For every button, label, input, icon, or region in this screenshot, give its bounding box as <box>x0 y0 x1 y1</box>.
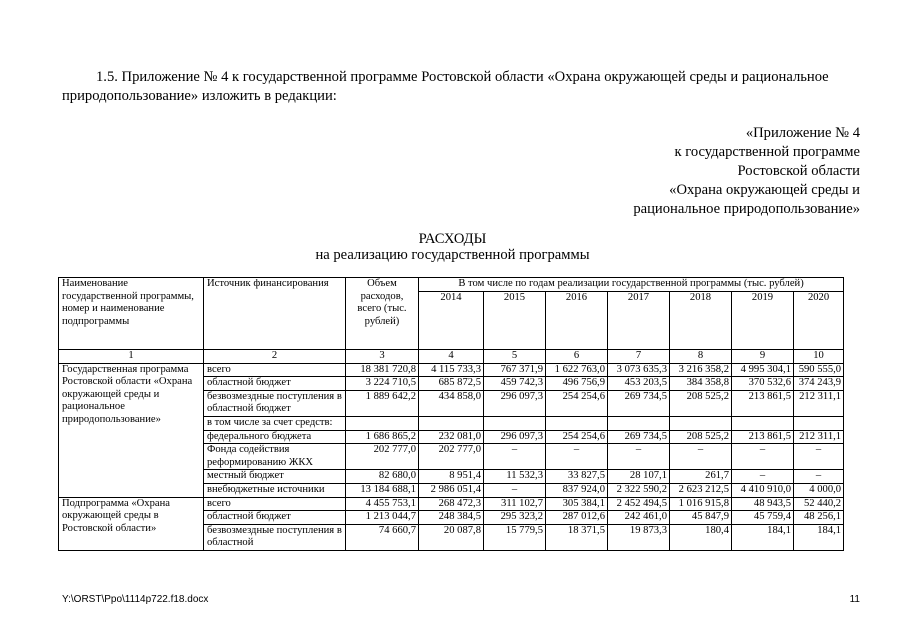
funding-source: безвозмездные поступления в областной <box>204 524 346 550</box>
appendix-line: к государственной программе <box>674 144 860 160</box>
year-value: 384 358,8 <box>670 377 732 391</box>
year-value: 45 759,4 <box>732 511 794 525</box>
header-year: 2015 <box>484 292 546 350</box>
total-value: 3 224 710,5 <box>346 377 419 391</box>
year-value: 4 000,0 <box>794 483 844 497</box>
total-value: 1 889 642,2 <box>346 390 419 416</box>
year-value: 269 734,5 <box>608 390 670 416</box>
funding-source: всего <box>204 363 346 377</box>
total-value: 1 686 865,2 <box>346 430 419 444</box>
year-value: 45 847,9 <box>670 511 732 525</box>
year-value: 269 734,5 <box>608 430 670 444</box>
funding-source: местный бюджет <box>204 470 346 484</box>
year-value: 4 995 304,1 <box>732 363 794 377</box>
col-number: 8 <box>670 350 732 364</box>
year-value: 2 452 494,5 <box>608 497 670 511</box>
year-value: – <box>546 444 608 470</box>
year-value: 208 525,2 <box>670 390 732 416</box>
year-value: 767 371,9 <box>484 363 546 377</box>
year-value: – <box>732 470 794 484</box>
year-value: 295 323,2 <box>484 511 546 525</box>
year-value: 685 872,5 <box>419 377 484 391</box>
year-value <box>732 416 794 430</box>
total-value: 74 660,7 <box>346 524 419 550</box>
year-value: 242 461,0 <box>608 511 670 525</box>
header-year: 2014 <box>419 292 484 350</box>
year-value: 254 254,6 <box>546 430 608 444</box>
year-value: 213 861,5 <box>732 430 794 444</box>
total-value: 13 184 688,1 <box>346 483 419 497</box>
year-value: 590 555,0 <box>794 363 844 377</box>
year-value: 268 472,3 <box>419 497 484 511</box>
year-value: 837 924,0 <box>546 483 608 497</box>
year-value: 180,4 <box>670 524 732 550</box>
header-year: 2018 <box>670 292 732 350</box>
table-row <box>59 363 844 377</box>
expenses-table <box>58 277 844 551</box>
year-value: 254 254,6 <box>546 390 608 416</box>
col-number: 5 <box>484 350 546 364</box>
header-year: 2017 <box>608 292 670 350</box>
table-row <box>59 497 844 511</box>
year-value: 202 777,0 <box>419 444 484 470</box>
header-source: Источник финансирования <box>204 278 346 350</box>
year-value: 496 756,9 <box>546 377 608 391</box>
year-value: 453 203,5 <box>608 377 670 391</box>
appendix-line: рациональное природопользование» <box>633 201 860 217</box>
year-value <box>670 416 732 430</box>
year-value: 296 097,3 <box>484 390 546 416</box>
year-value: 434 858,0 <box>419 390 484 416</box>
intro-text: 1.5. Приложение № 4 к государственной программе Ростовской области «Охрана окружающей среды и рациональное природопользование» изложить в редакции: <box>62 69 829 104</box>
program-name: Государственная программа Ростовской области «Охрана окружающей среды и рациональное природопользование» <box>59 363 204 497</box>
header-year: 2016 <box>546 292 608 350</box>
header-name: Наименование государственной программы, номер и наименование подпрограммы <box>59 278 204 350</box>
year-value: 3 073 635,3 <box>608 363 670 377</box>
year-value: 184,1 <box>732 524 794 550</box>
year-value: 311 102,7 <box>484 497 546 511</box>
year-value: 232 081,0 <box>419 430 484 444</box>
appendix-line: «Приложение № 4 <box>745 125 860 141</box>
year-value: 248 384,5 <box>419 511 484 525</box>
total-value: 202 777,0 <box>346 444 419 470</box>
year-value: – <box>670 444 732 470</box>
footer-file-path: Y:\ORST\Ppo\1114p722.f18.docx <box>62 594 209 605</box>
funding-source: федерального бюджета <box>204 430 346 444</box>
year-value: – <box>794 470 844 484</box>
intro-paragraph <box>62 68 862 106</box>
year-value: 33 827,5 <box>546 470 608 484</box>
appendix-line: Ростовской области <box>737 163 860 179</box>
total-value: 1 213 044,7 <box>346 511 419 525</box>
year-value: 8 951,4 <box>419 470 484 484</box>
year-value: 261,7 <box>670 470 732 484</box>
document-title: РАСХОДЫ <box>418 231 487 247</box>
year-value: 2 322 590,2 <box>608 483 670 497</box>
appendix-header <box>600 124 860 219</box>
col-number: 10 <box>794 350 844 364</box>
year-value <box>608 416 670 430</box>
year-value: 52 440,2 <box>794 497 844 511</box>
footer-page-number: 11 <box>849 594 860 605</box>
year-value: 11 532,3 <box>484 470 546 484</box>
year-value: 208 525,2 <box>670 430 732 444</box>
year-value: 28 107,1 <box>608 470 670 484</box>
year-value: 287 012,6 <box>546 511 608 525</box>
year-value: – <box>732 444 794 470</box>
year-value: 370 532,6 <box>732 377 794 391</box>
year-value: 2 623 212,5 <box>670 483 732 497</box>
total-value: 18 381 720,8 <box>346 363 419 377</box>
funding-source: Фонда содействия реформированию ЖКХ <box>204 444 346 470</box>
year-value: – <box>794 444 844 470</box>
year-value: 15 779,5 <box>484 524 546 550</box>
total-value <box>346 416 419 430</box>
total-value: 82 680,0 <box>346 470 419 484</box>
header-year: 2020 <box>794 292 844 350</box>
year-value: 459 742,3 <box>484 377 546 391</box>
year-value: 18 371,5 <box>546 524 608 550</box>
year-value: 212 311,1 <box>794 390 844 416</box>
year-value: 1 016 915,8 <box>670 497 732 511</box>
year-value: 48 256,1 <box>794 511 844 525</box>
col-number: 7 <box>608 350 670 364</box>
document-subtitle: на реализацию государственной программы <box>315 247 590 263</box>
year-value: 305 384,1 <box>546 497 608 511</box>
year-value: 3 216 358,2 <box>670 363 732 377</box>
year-value: 48 943,5 <box>732 497 794 511</box>
header-volume: Объем расходов, всего (тыс. рублей) <box>346 278 419 350</box>
year-value: 374 243,9 <box>794 377 844 391</box>
year-value: 296 097,3 <box>484 430 546 444</box>
year-value <box>794 416 844 430</box>
year-value: 4 115 733,3 <box>419 363 484 377</box>
total-value: 4 455 753,1 <box>346 497 419 511</box>
year-value <box>484 416 546 430</box>
year-value: 19 873,3 <box>608 524 670 550</box>
year-value <box>546 416 608 430</box>
funding-source: областной бюджет <box>204 511 346 525</box>
year-value: – <box>484 444 546 470</box>
funding-source: всего <box>204 497 346 511</box>
funding-source: безвозмездные поступления в областной бюджет <box>204 390 346 416</box>
year-value <box>419 416 484 430</box>
col-number: 9 <box>732 350 794 364</box>
col-number: 1 <box>59 350 204 364</box>
year-value: 184,1 <box>794 524 844 550</box>
col-number: 4 <box>419 350 484 364</box>
funding-source: внебюджетные источники <box>204 483 346 497</box>
header-year: 2019 <box>732 292 794 350</box>
year-value: 212 311,1 <box>794 430 844 444</box>
year-value: 1 622 763,0 <box>546 363 608 377</box>
header-by-years: В том числе по годам реализации государственной программы (тыс. рублей) <box>419 278 844 292</box>
col-number: 6 <box>546 350 608 364</box>
funding-source: в том числе за счет средств: <box>204 416 346 430</box>
appendix-line: «Охрана окружающей среды и <box>669 182 860 198</box>
year-value: – <box>608 444 670 470</box>
year-value: – <box>484 483 546 497</box>
program-name: Подпрограмма «Охрана окружающей среды в Ростовской области» <box>59 497 204 550</box>
year-value: 2 986 051,4 <box>419 483 484 497</box>
funding-source: областной бюджет <box>204 377 346 391</box>
col-number: 3 <box>346 350 419 364</box>
year-value: 4 410 910,0 <box>732 483 794 497</box>
year-value: 213 861,5 <box>732 390 794 416</box>
col-number: 2 <box>204 350 346 364</box>
year-value: 20 087,8 <box>419 524 484 550</box>
